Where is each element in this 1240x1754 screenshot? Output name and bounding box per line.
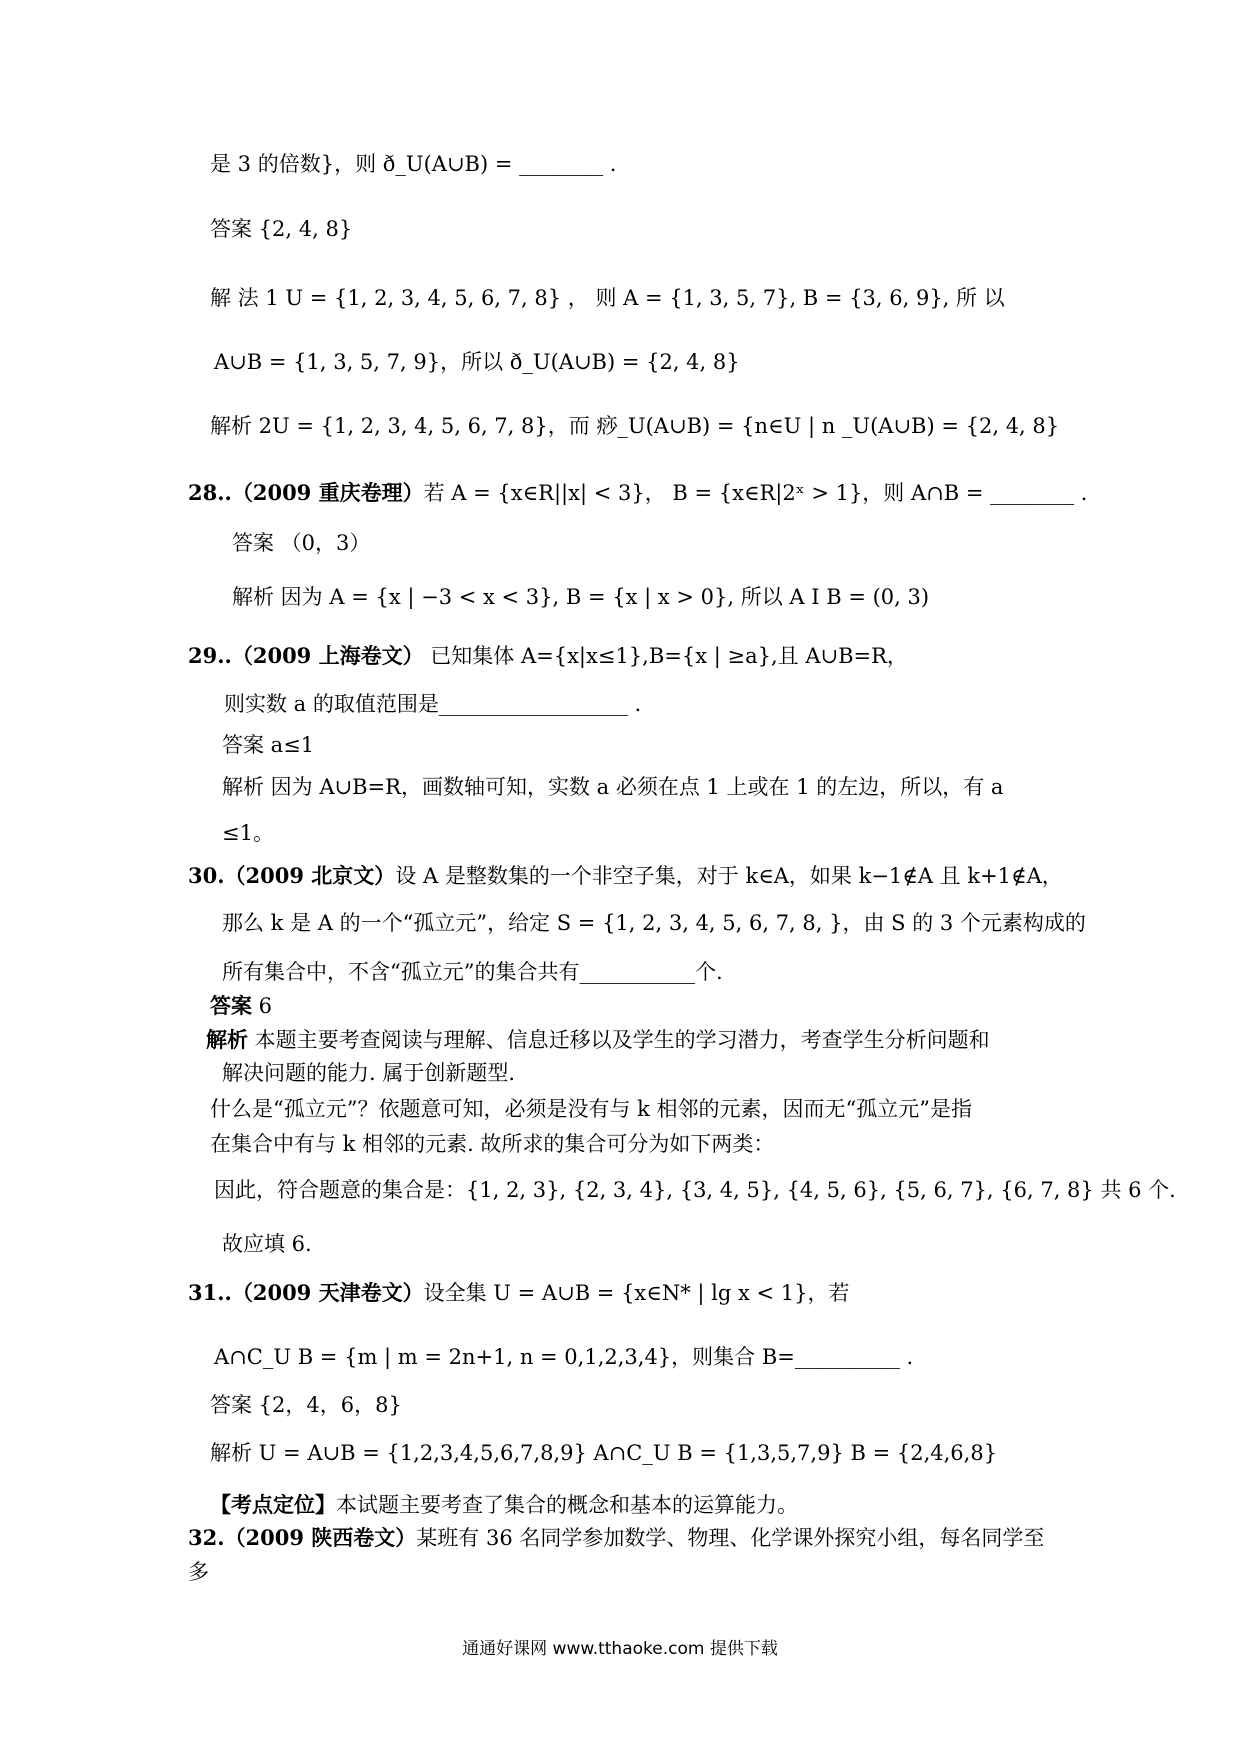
q31-answer bbox=[210, 1391, 402, 1419]
line-text: 解析 因为 A = {x | −3 < x < 3}, B = {x | x > 0}, 所以 A I B = (0, 3) bbox=[232, 585, 930, 609]
line-text: 是 3 的倍数}，则 ð_U(A∪B) = ________ . bbox=[210, 152, 617, 176]
q30-analysis-f bbox=[222, 1230, 312, 1258]
q30-analysis-b bbox=[222, 1059, 515, 1087]
line-text: A∪B = {1, 3, 5, 7, 9}，所以 ð_U(A∪B) = {2, 4, 8} bbox=[214, 350, 740, 374]
q27-method1-a bbox=[210, 284, 1005, 312]
line-text: 某班有 36 名同学参加数学、物理、化学课外探究小组，每名同学至 bbox=[416, 1526, 1045, 1550]
line-text: A∩C_U B = {m | m = 2n+1, n = 0,1,2,3,4}，则集合 B=__________ . bbox=[214, 1345, 914, 1369]
line-text: ≤1。 bbox=[222, 821, 274, 845]
line-text: 本题主要考查阅读与理解、信息迁移以及学生的学习潜力，考查学生分析问题和 bbox=[248, 1028, 990, 1052]
line-text: 解 法 1 U = {1, 2, 3, 4, 5, 6, 7, 8} ， 则 A = {1, 3, 5, 7}, B = {3, 6, 9}, 所 以 bbox=[210, 286, 1005, 310]
q29-analysis bbox=[222, 773, 1003, 801]
question-source-label: 30.（2009 北京文） bbox=[188, 863, 396, 888]
q31-question bbox=[188, 1279, 849, 1307]
q30-question-c bbox=[222, 958, 723, 986]
q28-analysis bbox=[232, 583, 929, 611]
q30-analysis-e bbox=[214, 1176, 1176, 1204]
q31-analysis bbox=[210, 1439, 997, 1467]
line-text: 则实数 a 的取值范围是__________________ . bbox=[224, 692, 642, 716]
question-source-label: 32.（2009 陕西卷文） bbox=[188, 1525, 417, 1550]
q27-method1-b bbox=[214, 348, 740, 376]
question-source-label: 31..（2009 天津卷文） bbox=[188, 1280, 424, 1305]
q30-question bbox=[188, 862, 1063, 890]
question-source-label: 28..（2009 重庆卷理） bbox=[188, 480, 424, 505]
line-text: 答案 （0，3） bbox=[232, 531, 371, 555]
line-text: 答案 {2，4，6，8} bbox=[210, 1393, 402, 1417]
q28-question bbox=[188, 479, 1087, 507]
q29-answer bbox=[222, 731, 314, 759]
line-text: 故应填 6. bbox=[222, 1232, 312, 1256]
line-text: 多 bbox=[188, 1560, 209, 1584]
line-text: 设 A 是整数集的一个非空子集，对于 k∈A，如果 k−1∉A 且 k+1∉A， bbox=[395, 864, 1063, 888]
line-text: 因此，符合题意的集合是：{1, 2, 3}, {2, 3, 4}, {3, 4, 5}, {4, 5, 6}, {5, 6, 7}, {6, 7, 8} 共 6 个. bbox=[214, 1178, 1176, 1202]
q31-question-b bbox=[214, 1343, 913, 1371]
question-source-label: 解析 bbox=[206, 1027, 248, 1052]
line-text: 解析 因为 A∪B=R，画数轴可知，实数 a 必须在点 1 上或在 1 的左边，所以，有 a bbox=[222, 775, 1004, 799]
q32-question bbox=[188, 1524, 1044, 1552]
q29-question-b bbox=[224, 690, 641, 718]
q27-tail bbox=[210, 150, 616, 178]
q32-question-b bbox=[188, 1558, 209, 1586]
line-text: 所有集合中，不含“孤立元”的集合共有___________个. bbox=[222, 960, 723, 984]
line-text: 解析 2U = {1, 2, 3, 4, 5, 6, 7, 8}，而 痧_U(A∪B) = {n∈U | n _U(A∪B) = {2, 4, 8} bbox=[210, 414, 1060, 438]
q31-keypoint bbox=[210, 1491, 798, 1519]
q27-answer bbox=[210, 215, 352, 243]
line-text: 设全集 U = A∪B = {x∈N* | lg x < 1}，若 bbox=[423, 1281, 850, 1305]
question-source-label: 答案 bbox=[210, 993, 252, 1018]
line-text: 已知集体 A={x|x≤1},B={x | ≥a},且 A∪B=R， bbox=[423, 644, 908, 668]
line-text: 答案 {2, 4, 8} bbox=[210, 217, 353, 241]
page-footer: 通通好课网 www.tthaoke.com 提供下载 bbox=[462, 1639, 778, 1659]
q30-answer bbox=[210, 992, 272, 1020]
line-text: 若 A = {x∈R||x| < 3}， B = {x∈R|2ˣ > 1}，则 A∩B = ________ . bbox=[423, 481, 1088, 505]
question-source-label: 【考点定位】 bbox=[210, 1492, 336, 1517]
line-text: 在集合中有与 k 相邻的元素. 故所求的集合可分为如下两类： bbox=[210, 1132, 775, 1156]
q30-analysis bbox=[206, 1026, 990, 1054]
q30-analysis-c bbox=[210, 1095, 972, 1123]
q27-method2 bbox=[210, 412, 1059, 440]
q30-analysis-d bbox=[210, 1130, 774, 1158]
line-text: 本试题主要考查了集合的概念和基本的运算能力。 bbox=[336, 1493, 798, 1517]
q30-question-b bbox=[222, 909, 1086, 937]
line-text: 6 bbox=[252, 994, 273, 1018]
line-text: 解析 U = A∪B = {1,2,3,4,5,6,7,8,9} A∩C_U B = {1,3,5,7,9} B = {2,4,6,8} bbox=[210, 1441, 998, 1465]
line-text: 那么 k 是 A 的一个“孤立元”，给定 S = {1, 2, 3, 4, 5, 6, 7, 8, }，由 S 的 3 个元素构成的 bbox=[222, 911, 1086, 935]
line-text: 答案 a≤1 bbox=[222, 733, 315, 757]
question-source-label: 29..（2009 上海卷文） bbox=[188, 643, 424, 668]
q29-question bbox=[188, 642, 908, 670]
line-text: 什么是“孤立元”？依题意可知，必须是没有与 k 相邻的元素，因而无“孤立元”是指 bbox=[210, 1097, 973, 1121]
q28-answer bbox=[232, 529, 370, 557]
q29-analysis-b bbox=[222, 819, 274, 847]
line-text: 解决问题的能力. 属于创新题型. bbox=[222, 1061, 516, 1085]
